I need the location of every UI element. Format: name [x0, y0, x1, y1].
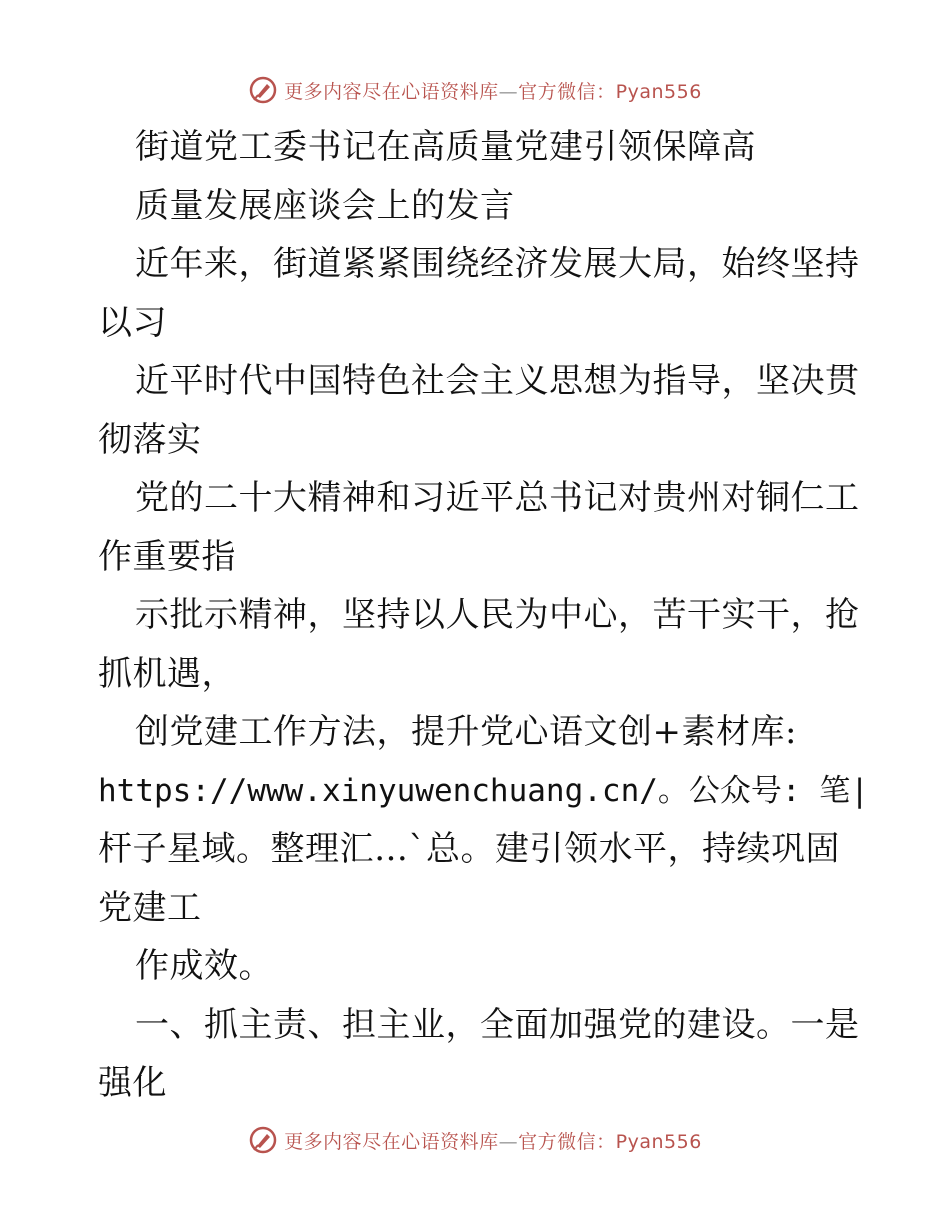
paragraph-line: 创党建工作方法，提升党心语文创+素材库:	[135, 712, 797, 752]
paragraph-line: 以习	[98, 302, 167, 343]
title-line-2: 质量发展座谈会上的发言	[135, 185, 515, 226]
paragraph-line: 作成效。	[135, 946, 273, 986]
paragraph-line: 党的二十大精神和习近平总书记对贵州对铜仁工	[135, 478, 860, 518]
pen-nib-circle-icon	[248, 75, 278, 105]
watermark-text	[284, 77, 702, 104]
watermark-separator: —	[498, 1130, 519, 1153]
paragraph-line: 作重要指	[98, 536, 236, 577]
watermark-suffix: 官方微信：Pyan556	[518, 80, 702, 103]
watermark-main: 更多内容尽在心语资料库	[284, 1130, 499, 1153]
footer-watermark-banner	[0, 1120, 950, 1160]
paragraph-line: 近平时代中国特色社会主义思想为指导，坚决贯	[135, 361, 860, 401]
title-line-1: 街道党工委书记在高质量党建引领保障高	[135, 127, 756, 167]
paragraph-line: 强化	[98, 1063, 167, 1103]
paragraph-line: 党建工	[98, 887, 202, 928]
header-watermark-banner	[0, 70, 950, 110]
document-body	[98, 118, 869, 1113]
paragraph-line: 杆子星域。整理汇…`总。建引领水平，持续巩固	[98, 829, 840, 869]
watermark-separator: —	[498, 80, 519, 103]
paragraph-line: 示批示精神，坚持以人民为中心，苦干实干，抢	[135, 595, 860, 635]
pen-nib-circle-icon	[248, 1125, 278, 1155]
paragraph-line: 彻落实	[98, 419, 202, 460]
watermark-main: 更多内容尽在心语资料库	[284, 80, 499, 103]
watermark-text	[284, 1127, 702, 1154]
paragraph-line: 近年来，街道紧紧围绕经济发展大局，始终坚持	[135, 244, 860, 284]
paragraph-line: 抓机遇，	[98, 653, 236, 694]
url-line: https://www.xinyuwenchuang.cn/。公众号: 笔|	[98, 772, 869, 809]
section-heading-line: 一、抓主责、担主业，全面加强党的建设。一是	[135, 1004, 860, 1045]
watermark-suffix: 官方微信：Pyan556	[518, 1130, 702, 1153]
